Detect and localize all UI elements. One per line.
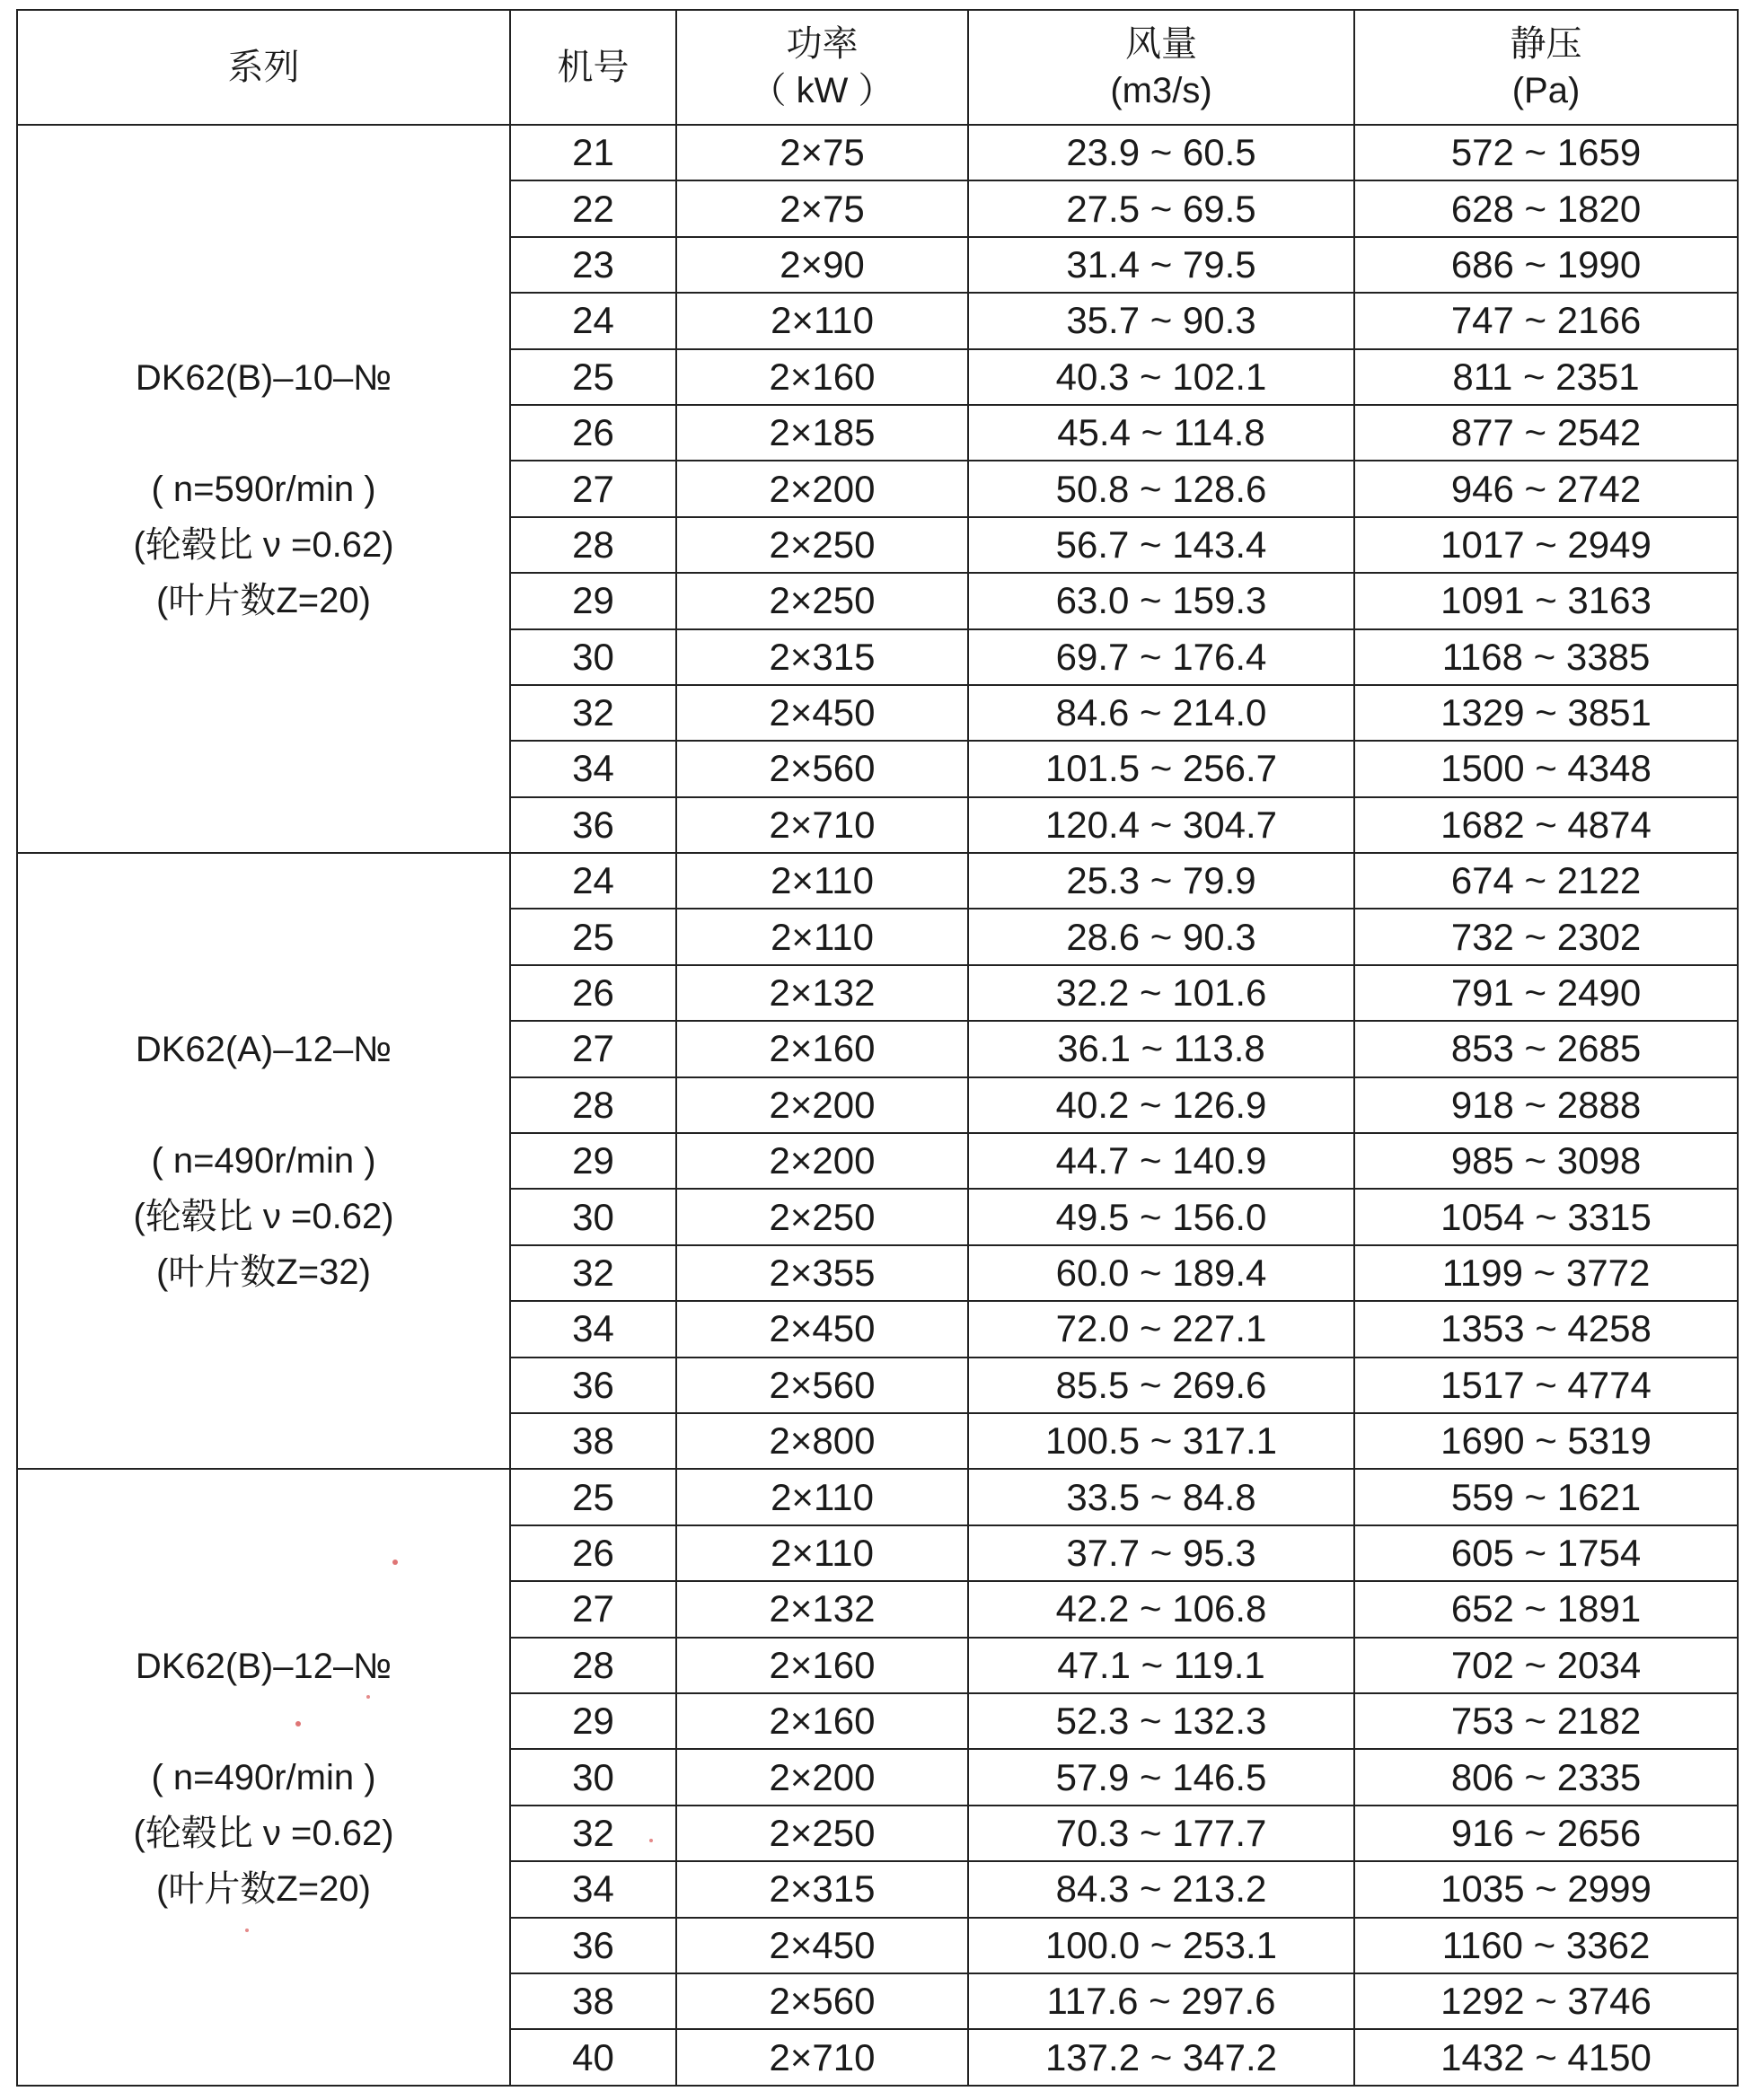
model-cell: 28 xyxy=(510,517,676,573)
airflow-cell: 35.7 ~ 90.3 xyxy=(968,293,1354,348)
series-blades: (叶片数Z=20) xyxy=(156,1868,371,1909)
header-airflow-unit: (m3/s) xyxy=(1110,71,1212,110)
model-cell: 34 xyxy=(510,1301,676,1357)
series-blades: (叶片数Z=32) xyxy=(156,1252,371,1293)
power-cell: 2×110 xyxy=(676,1469,968,1524)
model-cell: 38 xyxy=(510,1413,676,1469)
pressure-cell: 753 ~ 2182 xyxy=(1354,1693,1738,1749)
model-cell: 27 xyxy=(510,1581,676,1637)
pressure-cell: 747 ~ 2166 xyxy=(1354,293,1738,348)
series-speed: ( n=490r/min ) xyxy=(151,1141,376,1182)
pressure-cell: 628 ~ 1820 xyxy=(1354,180,1738,236)
airflow-cell: 45.4 ~ 114.8 xyxy=(968,405,1354,461)
series-hub-ratio: (轮毂比 ν =0.62) xyxy=(133,1197,394,1237)
table-body xyxy=(17,125,1738,2086)
airflow-cell: 117.6 ~ 297.6 xyxy=(968,1973,1354,2029)
model-cell: 25 xyxy=(510,349,676,405)
airflow-cell: 120.4 ~ 304.7 xyxy=(968,797,1354,853)
pressure-cell: 1168 ~ 3385 xyxy=(1354,629,1738,685)
power-cell: 2×560 xyxy=(676,1358,968,1413)
pressure-cell: 559 ~ 1621 xyxy=(1354,1469,1738,1524)
header-power xyxy=(676,10,968,125)
power-cell: 2×160 xyxy=(676,1638,968,1693)
airflow-cell: 28.6 ~ 90.3 xyxy=(968,909,1354,964)
power-cell: 2×450 xyxy=(676,685,968,741)
airflow-cell: 100.5 ~ 317.1 xyxy=(968,1413,1354,1469)
model-cell: 26 xyxy=(510,965,676,1021)
header-pressure-unit: (Pa) xyxy=(1511,71,1581,110)
airflow-cell: 56.7 ~ 143.4 xyxy=(968,517,1354,573)
series-speed: ( n=590r/min ) xyxy=(151,469,376,509)
airflow-cell: 33.5 ~ 84.8 xyxy=(968,1469,1354,1524)
series-name: DK62(B)–10–№ xyxy=(135,357,392,398)
model-cell: 32 xyxy=(510,1245,676,1301)
model-cell: 25 xyxy=(510,1469,676,1524)
power-cell: 2×75 xyxy=(676,180,968,236)
model-cell: 27 xyxy=(510,1021,676,1076)
model-cell: 28 xyxy=(510,1077,676,1133)
series-cell xyxy=(17,853,510,1469)
model-cell: 26 xyxy=(510,1525,676,1581)
power-cell: 2×90 xyxy=(676,237,968,293)
airflow-cell: 44.7 ~ 140.9 xyxy=(968,1133,1354,1189)
model-cell: 26 xyxy=(510,405,676,461)
pressure-cell: 652 ~ 1891 xyxy=(1354,1581,1738,1637)
model-cell: 22 xyxy=(510,180,676,236)
airflow-cell: 40.3 ~ 102.1 xyxy=(968,349,1354,405)
model-cell: 30 xyxy=(510,1749,676,1805)
model-cell: 25 xyxy=(510,909,676,964)
series-name: DK62(A)–12–№ xyxy=(135,1030,392,1070)
airflow-cell: 25.3 ~ 79.9 xyxy=(968,853,1354,909)
pressure-cell: 686 ~ 1990 xyxy=(1354,237,1738,293)
series-hub-ratio: (轮毂比 ν =0.62) xyxy=(133,524,394,565)
airflow-cell: 63.0 ~ 159.3 xyxy=(968,573,1354,628)
header-airflow xyxy=(968,10,1354,125)
model-cell: 36 xyxy=(510,1918,676,1973)
pressure-cell: 811 ~ 2351 xyxy=(1354,349,1738,405)
power-cell: 2×315 xyxy=(676,1861,968,1917)
pressure-cell: 572 ~ 1659 xyxy=(1354,125,1738,180)
airflow-cell: 72.0 ~ 227.1 xyxy=(968,1301,1354,1357)
airflow-cell: 101.5 ~ 256.7 xyxy=(968,741,1354,796)
pressure-cell: 605 ~ 1754 xyxy=(1354,1525,1738,1581)
power-cell: 2×560 xyxy=(676,1973,968,2029)
header-pressure-label: 静压 xyxy=(1510,24,1582,64)
airflow-cell: 100.0 ~ 253.1 xyxy=(968,1918,1354,1973)
model-cell: 32 xyxy=(510,1806,676,1861)
power-cell: 2×710 xyxy=(676,2029,968,2086)
model-cell: 40 xyxy=(510,2029,676,2086)
airflow-cell: 49.5 ~ 156.0 xyxy=(968,1189,1354,1244)
pressure-cell: 1017 ~ 2949 xyxy=(1354,517,1738,573)
series-blades: (叶片数Z=20) xyxy=(156,580,371,620)
power-cell: 2×185 xyxy=(676,405,968,461)
pressure-cell: 916 ~ 2656 xyxy=(1354,1806,1738,1861)
model-cell: 21 xyxy=(510,125,676,180)
airflow-cell: 84.6 ~ 214.0 xyxy=(968,685,1354,741)
power-cell: 2×200 xyxy=(676,1749,968,1805)
power-cell: 2×200 xyxy=(676,1077,968,1133)
airflow-cell: 137.2 ~ 347.2 xyxy=(968,2029,1354,2086)
power-cell: 2×110 xyxy=(676,853,968,909)
model-cell: 34 xyxy=(510,741,676,796)
power-cell: 2×110 xyxy=(676,1525,968,1581)
power-cell: 2×160 xyxy=(676,1021,968,1076)
power-cell: 2×75 xyxy=(676,125,968,180)
series-cell xyxy=(17,125,510,853)
model-cell: 29 xyxy=(510,573,676,628)
model-cell: 36 xyxy=(510,1358,676,1413)
pressure-cell: 918 ~ 2888 xyxy=(1354,1077,1738,1133)
airflow-cell: 50.8 ~ 128.6 xyxy=(968,461,1354,516)
airflow-cell: 40.2 ~ 126.9 xyxy=(968,1077,1354,1133)
header-series: 系列 xyxy=(17,10,510,125)
series-cell xyxy=(17,1469,510,2086)
series-hub-ratio: (轮毂比 ν =0.62) xyxy=(133,1813,394,1853)
airflow-cell: 47.1 ~ 119.1 xyxy=(968,1638,1354,1693)
model-cell: 29 xyxy=(510,1693,676,1749)
airflow-cell: 37.7 ~ 95.3 xyxy=(968,1525,1354,1581)
pressure-cell: 674 ~ 2122 xyxy=(1354,853,1738,909)
pressure-cell: 1432 ~ 4150 xyxy=(1354,2029,1738,2086)
header-row xyxy=(17,10,1738,125)
power-cell: 2×132 xyxy=(676,965,968,1021)
airflow-cell: 84.3 ~ 213.2 xyxy=(968,1861,1354,1917)
header-model: 机号 xyxy=(510,10,676,125)
airflow-cell: 69.7 ~ 176.4 xyxy=(968,629,1354,685)
pressure-cell: 1517 ~ 4774 xyxy=(1354,1358,1738,1413)
power-cell: 2×800 xyxy=(676,1413,968,1469)
model-cell: 30 xyxy=(510,629,676,685)
pressure-cell: 946 ~ 2742 xyxy=(1354,461,1738,516)
power-cell: 2×250 xyxy=(676,1189,968,1244)
airflow-cell: 31.4 ~ 79.5 xyxy=(968,237,1354,293)
series-name: DK62(B)–12–№ xyxy=(135,1646,392,1686)
power-cell: 2×250 xyxy=(676,1806,968,1861)
model-cell: 36 xyxy=(510,797,676,853)
pressure-cell: 1054 ~ 3315 xyxy=(1354,1189,1738,1244)
power-cell: 2×250 xyxy=(676,517,968,573)
airflow-cell: 32.2 ~ 101.6 xyxy=(968,965,1354,1021)
airflow-cell: 60.0 ~ 189.4 xyxy=(968,1245,1354,1301)
power-cell: 2×160 xyxy=(676,1693,968,1749)
header-power-unit: （ kW ） xyxy=(750,71,894,110)
pressure-cell: 732 ~ 2302 xyxy=(1354,909,1738,964)
model-cell: 38 xyxy=(510,1973,676,2029)
model-cell: 34 xyxy=(510,1861,676,1917)
pressure-cell: 985 ~ 3098 xyxy=(1354,1133,1738,1189)
table-row xyxy=(17,853,1738,909)
table-row xyxy=(17,1469,1738,1524)
model-cell: 23 xyxy=(510,237,676,293)
model-cell: 24 xyxy=(510,293,676,348)
pressure-cell: 1329 ~ 3851 xyxy=(1354,685,1738,741)
pressure-cell: 1035 ~ 2999 xyxy=(1354,1861,1738,1917)
airflow-cell: 52.3 ~ 132.3 xyxy=(968,1693,1354,1749)
pressure-cell: 1292 ~ 3746 xyxy=(1354,1973,1738,2029)
airflow-cell: 36.1 ~ 113.8 xyxy=(968,1021,1354,1076)
pressure-cell: 1160 ~ 3362 xyxy=(1354,1918,1738,1973)
power-cell: 2×450 xyxy=(676,1918,968,1973)
airflow-cell: 70.3 ~ 177.7 xyxy=(968,1806,1354,1861)
fan-spec-table xyxy=(16,9,1739,2087)
power-cell: 2×560 xyxy=(676,741,968,796)
pressure-cell: 702 ~ 2034 xyxy=(1354,1638,1738,1693)
airflow-cell: 23.9 ~ 60.5 xyxy=(968,125,1354,180)
airflow-cell: 27.5 ~ 69.5 xyxy=(968,180,1354,236)
model-cell: 30 xyxy=(510,1189,676,1244)
power-cell: 2×110 xyxy=(676,293,968,348)
series-speed: ( n=490r/min ) xyxy=(151,1757,376,1797)
power-cell: 2×160 xyxy=(676,349,968,405)
power-cell: 2×450 xyxy=(676,1301,968,1357)
pressure-cell: 1091 ~ 3163 xyxy=(1354,573,1738,628)
model-cell: 28 xyxy=(510,1638,676,1693)
power-cell: 2×355 xyxy=(676,1245,968,1301)
pressure-cell: 791 ~ 2490 xyxy=(1354,965,1738,1021)
power-cell: 2×200 xyxy=(676,1133,968,1189)
pressure-cell: 1690 ~ 5319 xyxy=(1354,1413,1738,1469)
power-cell: 2×250 xyxy=(676,573,968,628)
power-cell: 2×200 xyxy=(676,461,968,516)
pressure-cell: 1682 ~ 4874 xyxy=(1354,797,1738,853)
header-pressure xyxy=(1354,10,1738,125)
airflow-cell: 57.9 ~ 146.5 xyxy=(968,1749,1354,1805)
power-cell: 2×132 xyxy=(676,1581,968,1637)
pressure-cell: 853 ~ 2685 xyxy=(1354,1021,1738,1076)
pressure-cell: 806 ~ 2335 xyxy=(1354,1749,1738,1805)
pressure-cell: 1199 ~ 3772 xyxy=(1354,1245,1738,1301)
power-cell: 2×710 xyxy=(676,797,968,853)
header-airflow-label: 风量 xyxy=(1125,24,1197,64)
model-cell: 32 xyxy=(510,685,676,741)
pressure-cell: 877 ~ 2542 xyxy=(1354,405,1738,461)
pressure-cell: 1500 ~ 4348 xyxy=(1354,741,1738,796)
model-cell: 24 xyxy=(510,853,676,909)
header-power-label: 功率 xyxy=(786,24,859,64)
power-cell: 2×315 xyxy=(676,629,968,685)
airflow-cell: 42.2 ~ 106.8 xyxy=(968,1581,1354,1637)
model-cell: 27 xyxy=(510,461,676,516)
model-cell: 29 xyxy=(510,1133,676,1189)
power-cell: 2×110 xyxy=(676,909,968,964)
table-row xyxy=(17,125,1738,180)
pressure-cell: 1353 ~ 4258 xyxy=(1354,1301,1738,1357)
airflow-cell: 85.5 ~ 269.6 xyxy=(968,1358,1354,1413)
